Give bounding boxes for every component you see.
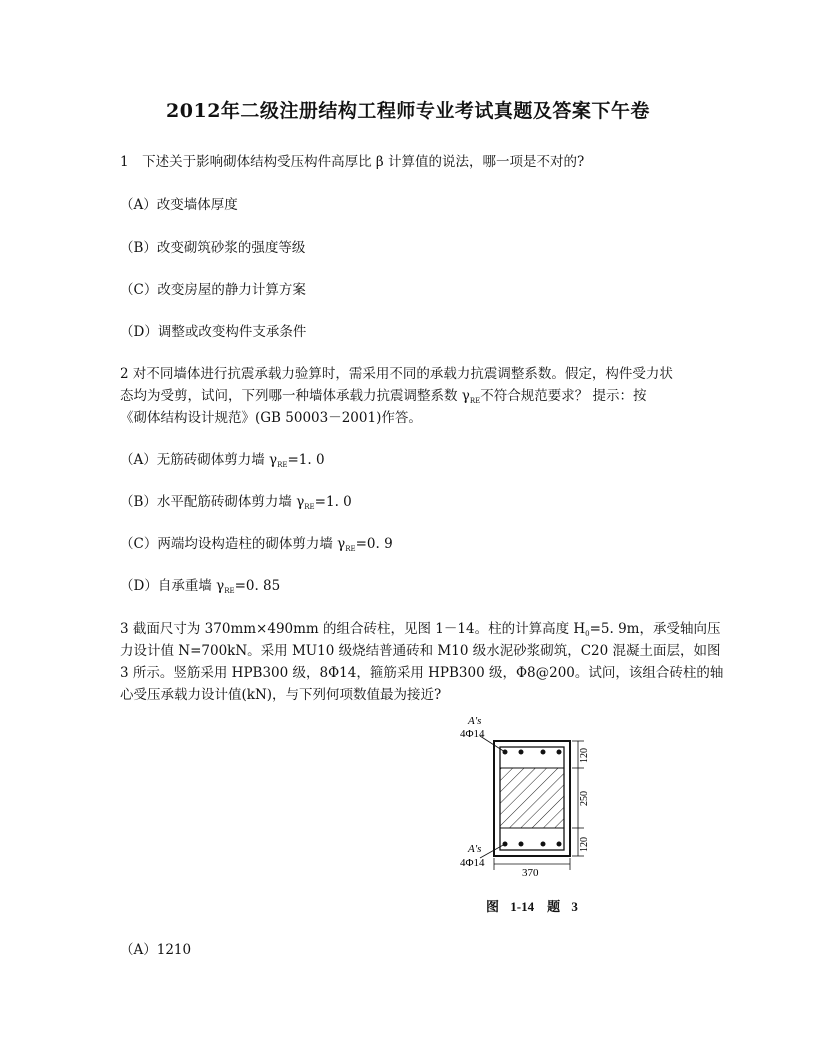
figure-caption: 图 1-14 题 3 (486, 899, 578, 914)
q2-option-d-value: =0. 85 (234, 578, 281, 594)
q2-option-b-value: =1. 0 (314, 494, 352, 510)
q2-option-a-value: =1. 0 (287, 452, 325, 468)
q2-option-c-value: =0. 9 (355, 536, 393, 552)
q2-option-c-text: （C）两端均设构造柱的砌体剪力墙 γ (120, 536, 346, 552)
q3-line-4: 心受压承载力设计值(kN)，与下列何项数值最为接近? (120, 687, 442, 703)
dim-width-text: 370 (522, 867, 539, 879)
rebar-dot (541, 842, 546, 847)
top-steel-label: A′s (468, 715, 482, 727)
bottom-steel-label: A′s (468, 843, 482, 855)
q2-line-2-tail: 不符合规范要求？ 提示：按 (480, 388, 647, 404)
q2-option-b-text: （B）水平配筋砖砌体剪力墙 γ (120, 494, 305, 510)
document-title: 2012年二级注册结构工程师专业考试真题及答案下午卷 (166, 100, 650, 122)
q2-line-2 (120, 384, 647, 404)
q3-line-1-text: 3 截面尺寸为 370mm×490mm 的组合砖柱，见图 1－14。柱的计算高度 H (120, 621, 586, 637)
q2-option-c (120, 532, 393, 552)
q2-line-2-text: 态均为受剪，试问，下列哪一种墙体承载力抗震调整系数 γ (120, 388, 470, 404)
q2-subscript: RE (469, 397, 481, 405)
top-bars-label: 4Φ14 (460, 728, 485, 740)
q2-option-a-sub: RE (277, 461, 288, 469)
q2-option-d-sub: RE (224, 587, 235, 595)
q2-line-1: 2 对不同墙体进行抗震承载力验算时，需采用不同的承载力抗震调整系数。假定，构件受力状 (120, 366, 673, 382)
dim-top-text: 120 (579, 748, 590, 763)
dim-mid-text: 250 (579, 791, 590, 806)
q3-line-1-sub: 0 (585, 630, 590, 638)
q3-line-2: 力设计值 N=700kN。采用 MU10 级烧结普通砖和 M10 级水泥砂浆砌筑，C20 混凝土面层，如图 (120, 643, 721, 659)
q2-option-d (120, 574, 280, 594)
rebar-dot (519, 750, 524, 755)
q2-option-c-sub: RE (345, 545, 356, 553)
rebar-dot (519, 842, 524, 847)
q1-stem: 1 下述关于影响砌体结构受压构件高厚比 β 计算值的说法，哪一项是不对的? (120, 154, 585, 170)
rebar-dot (557, 750, 562, 755)
q1-option-d: （D）调整或改变构件支承条件 (120, 324, 307, 340)
q3-line-3: 3 所示。竖筋采用 HPB300 级，8Φ14，箍筋采用 HPB300 级，Φ8@200。试问，该组合砖柱的轴 (120, 665, 724, 681)
q2-option-b-sub: RE (304, 503, 315, 511)
q2-option-a (120, 448, 325, 468)
column-section-figure (450, 706, 590, 916)
q3-option-a: （A）1210 (120, 942, 192, 958)
rebar-dot (557, 842, 562, 847)
rebar-dot (541, 750, 546, 755)
q2-option-d-text: （D）自承重墙 γ (120, 578, 225, 594)
q3-line-1-tail: =5. 9m，承受轴向压 (589, 621, 721, 637)
bottom-bars-label: 4Φ14 (460, 857, 485, 869)
q3-line-1 (120, 617, 720, 637)
q1-option-c: （C）改变房屋的静力计算方案 (120, 282, 306, 298)
q1-option-a: （A）改变墙体厚度 (120, 197, 238, 213)
brick-core (500, 768, 564, 828)
q1-option-b: （B）改变砌筑砂浆的强度等级 (120, 240, 306, 256)
q2-option-a-text: （A）无筋砖砌体剪力墙 γ (120, 452, 278, 468)
dim-bot-text: 120 (579, 837, 590, 852)
q2-line-3: 《砌体结构设计规范》(GB 50003－2001)作答。 (120, 410, 422, 426)
q2-option-b (120, 490, 352, 510)
